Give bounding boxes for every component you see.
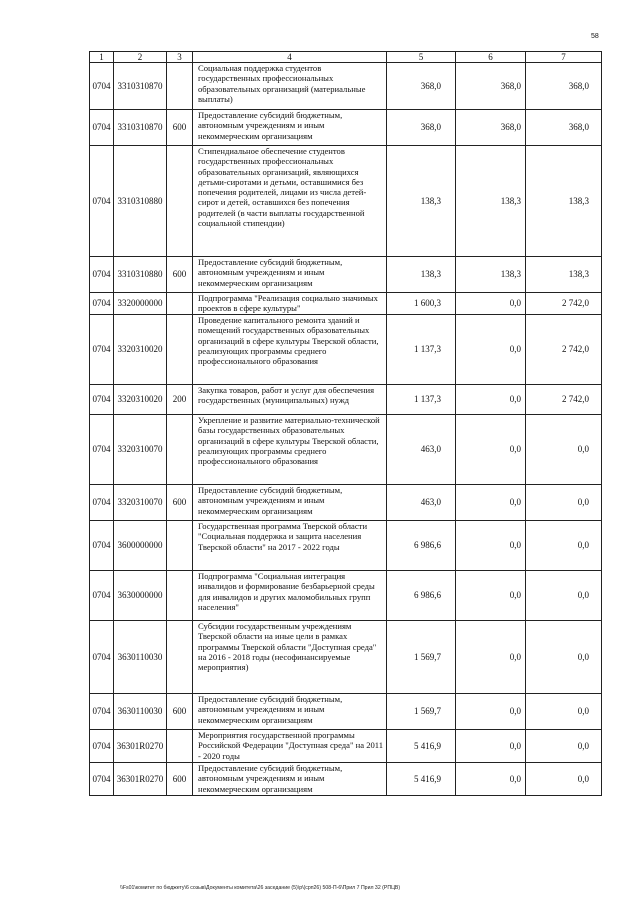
expense-type-cell xyxy=(167,571,193,621)
column-header: 3 xyxy=(167,52,193,63)
expense-type-cell: 600 xyxy=(167,694,193,730)
amount-col5-cell: 463,0 xyxy=(387,415,456,485)
column-header: 1 xyxy=(90,52,114,63)
expense-type-cell: 600 xyxy=(167,257,193,293)
description-cell: Государственная программа Тверской области "Социальная поддержка и защита населения Тверской области" на 2017 - 2022 годы xyxy=(193,521,387,571)
section-code-cell: 0704 xyxy=(90,293,114,315)
amount-col6-cell: 0,0 xyxy=(456,485,526,521)
description-cell: Предоставление субсидий бюджетным, автономным учреждениям и иным некоммерческим организациям xyxy=(193,694,387,730)
amount-col5-cell: 6 986,6 xyxy=(387,571,456,621)
table-row xyxy=(90,415,602,485)
table-row xyxy=(90,521,602,571)
amount-col6-cell: 138,3 xyxy=(456,146,526,257)
amount-col5-cell: 1 569,7 xyxy=(387,621,456,694)
section-code-cell: 0704 xyxy=(90,621,114,694)
description-cell: Предоставление субсидий бюджетным, автономным учреждениям и иным некоммерческим организациям xyxy=(193,110,387,146)
expense-type-cell: 600 xyxy=(167,110,193,146)
section-code-cell: 0704 xyxy=(90,315,114,385)
target-code-cell: 3310310880 xyxy=(114,146,167,257)
amount-col7-cell: 0,0 xyxy=(526,730,602,763)
section-code-cell: 0704 xyxy=(90,485,114,521)
column-header: 6 xyxy=(456,52,526,63)
amount-col6-cell: 0,0 xyxy=(456,385,526,415)
section-code-cell: 0704 xyxy=(90,415,114,485)
section-code-cell: 0704 xyxy=(90,763,114,796)
target-code-cell: 3320310070 xyxy=(114,415,167,485)
amount-col5-cell: 1 600,3 xyxy=(387,293,456,315)
amount-col7-cell: 2 742,0 xyxy=(526,315,602,385)
table-row xyxy=(90,694,602,730)
amount-col7-cell: 0,0 xyxy=(526,415,602,485)
target-code-cell: 3630110030 xyxy=(114,621,167,694)
amount-col6-cell: 0,0 xyxy=(456,763,526,796)
amount-col7-cell: 368,0 xyxy=(526,63,602,110)
table-body xyxy=(90,63,602,796)
amount-col5-cell: 6 986,6 xyxy=(387,521,456,571)
amount-col5-cell: 5 416,9 xyxy=(387,730,456,763)
target-code-cell: 3320000000 xyxy=(114,293,167,315)
table-row xyxy=(90,257,602,293)
amount-col6-cell: 0,0 xyxy=(456,694,526,730)
amount-col7-cell: 0,0 xyxy=(526,485,602,521)
target-code-cell: 3310310880 xyxy=(114,257,167,293)
amount-col6-cell: 0,0 xyxy=(456,571,526,621)
amount-col6-cell: 0,0 xyxy=(456,730,526,763)
amount-col6-cell: 0,0 xyxy=(456,415,526,485)
amount-col5-cell: 1 569,7 xyxy=(387,694,456,730)
section-code-cell: 0704 xyxy=(90,63,114,110)
column-header: 2 xyxy=(114,52,167,63)
table-row xyxy=(90,385,602,415)
amount-col6-cell: 0,0 xyxy=(456,293,526,315)
description-cell: Предоставление субсидий бюджетным, автономным учреждениям и иным некоммерческим организациям xyxy=(193,257,387,293)
table-row xyxy=(90,110,602,146)
expense-type-cell xyxy=(167,293,193,315)
expense-type-cell: 600 xyxy=(167,763,193,796)
amount-col7-cell: 0,0 xyxy=(526,521,602,571)
section-code-cell: 0704 xyxy=(90,571,114,621)
amount-col6-cell: 368,0 xyxy=(456,63,526,110)
amount-col6-cell: 0,0 xyxy=(456,315,526,385)
target-code-cell: 3320310020 xyxy=(114,315,167,385)
amount-col6-cell: 368,0 xyxy=(456,110,526,146)
description-cell: Мероприятия государственной программы Российской Федерации "Доступная среда" на 2011 - 2020 годы xyxy=(193,730,387,763)
description-cell: Социальная поддержка студентов государственных профессиональных образовательных организаций (материальные выплаты) xyxy=(193,63,387,110)
amount-col7-cell: 0,0 xyxy=(526,763,602,796)
amount-col5-cell: 368,0 xyxy=(387,110,456,146)
expense-type-cell: 600 xyxy=(167,485,193,521)
table-row xyxy=(90,293,602,315)
target-code-cell: 3310310870 xyxy=(114,63,167,110)
description-cell: Проведение капитального ремонта зданий и помещений государственных образовательных организаций в сфере культуры Тверской области, реализующих программы среднего профессионального образования xyxy=(193,315,387,385)
table-row xyxy=(90,315,602,385)
table-row xyxy=(90,763,602,796)
target-code-cell: 3310310870 xyxy=(114,110,167,146)
amount-col7-cell: 2 742,0 xyxy=(526,385,602,415)
amount-col5-cell: 1 137,3 xyxy=(387,315,456,385)
amount-col5-cell: 5 416,9 xyxy=(387,763,456,796)
amount-col7-cell: 368,0 xyxy=(526,110,602,146)
description-cell: Укрепление и развитие материально-технической базы государственных образовательных организаций в сфере культуры Тверской области, реализующих программы среднего профессионального образования xyxy=(193,415,387,485)
table-row xyxy=(90,571,602,621)
amount-col5-cell: 1 137,3 xyxy=(387,385,456,415)
section-code-cell: 0704 xyxy=(90,257,114,293)
target-code-cell: 3630110030 xyxy=(114,694,167,730)
expense-type-cell xyxy=(167,315,193,385)
description-cell: Подпрограмма "Социальная интеграция инвалидов и формирование безбарьерной среды для инвалидов и других маломобильных групп населения" xyxy=(193,571,387,621)
column-header: 4 xyxy=(193,52,387,63)
column-header: 7 xyxy=(526,52,602,63)
table-row xyxy=(90,730,602,763)
expense-type-cell xyxy=(167,63,193,110)
target-code-cell: 3600000000 xyxy=(114,521,167,571)
amount-col7-cell: 138,3 xyxy=(526,257,602,293)
section-code-cell: 0704 xyxy=(90,146,114,257)
expense-type-cell xyxy=(167,621,193,694)
amount-col5-cell: 138,3 xyxy=(387,257,456,293)
expense-type-cell xyxy=(167,415,193,485)
amount-col7-cell: 2 742,0 xyxy=(526,293,602,315)
section-code-cell: 0704 xyxy=(90,730,114,763)
table-row xyxy=(90,63,602,110)
column-header: 5 xyxy=(387,52,456,63)
expense-type-cell xyxy=(167,521,193,571)
section-code-cell: 0704 xyxy=(90,694,114,730)
description-cell: Субсидии государственным учреждениям Тверской области на иные цели в рамках программы Тверской области "Доступная среда" на 2016 - 2018 годы (несофинансируемые мероприятия) xyxy=(193,621,387,694)
expense-type-cell xyxy=(167,730,193,763)
section-code-cell: 0704 xyxy=(90,385,114,415)
description-cell: Закупка товаров, работ и услуг для обеспечения государственных (муниципальных) нужд xyxy=(193,385,387,415)
target-code-cell: 3320310020 xyxy=(114,385,167,415)
table-row xyxy=(90,621,602,694)
amount-col5-cell: 138,3 xyxy=(387,146,456,257)
expense-type-cell xyxy=(167,146,193,257)
budget-table xyxy=(89,51,602,796)
amount-col6-cell: 0,0 xyxy=(456,521,526,571)
amount-col5-cell: 463,0 xyxy=(387,485,456,521)
amount-col6-cell: 138,3 xyxy=(456,257,526,293)
header-row xyxy=(90,52,602,63)
amount-col7-cell: 138,3 xyxy=(526,146,602,257)
amount-col6-cell: 0,0 xyxy=(456,621,526,694)
target-code-cell: 36301R0270 xyxy=(114,730,167,763)
description-cell: Подпрограмма "Реализация социально значимых проектов в сфере культуры" xyxy=(193,293,387,315)
description-cell: Предоставление субсидий бюджетным, автономным учреждениям и иным некоммерческим организациям xyxy=(193,763,387,796)
expense-type-cell: 200 xyxy=(167,385,193,415)
file-path-footer: \\Fs01\комитет по бюджету\6 созыв\Документы комитета\26 заседание (5)\р\(срп26) 508-П-6\Прил 7 Прил 32 (РПЦВ) xyxy=(120,885,401,891)
section-code-cell: 0704 xyxy=(90,521,114,571)
table-row xyxy=(90,485,602,521)
amount-col7-cell: 0,0 xyxy=(526,694,602,730)
amount-col5-cell: 368,0 xyxy=(387,63,456,110)
amount-col7-cell: 0,0 xyxy=(526,621,602,694)
description-cell: Предоставление субсидий бюджетным, автономным учреждениям и иным некоммерческим организациям xyxy=(193,485,387,521)
target-code-cell: 3630000000 xyxy=(114,571,167,621)
amount-col7-cell: 0,0 xyxy=(526,571,602,621)
target-code-cell: 36301R0270 xyxy=(114,763,167,796)
page-number: 58 xyxy=(591,33,599,40)
section-code-cell: 0704 xyxy=(90,110,114,146)
description-cell: Стипендиальное обеспечение студентов государственных профессиональных образовательных организаций, являющихся детьми-сиротами и детьми, оставшимися без попечения родителей, лицами из числа детей-сирот и детей, оставшихся без попечения родителей (в части выплаты государственной социальной стипендии) xyxy=(193,146,387,257)
table-row xyxy=(90,146,602,257)
target-code-cell: 3320310070 xyxy=(114,485,167,521)
